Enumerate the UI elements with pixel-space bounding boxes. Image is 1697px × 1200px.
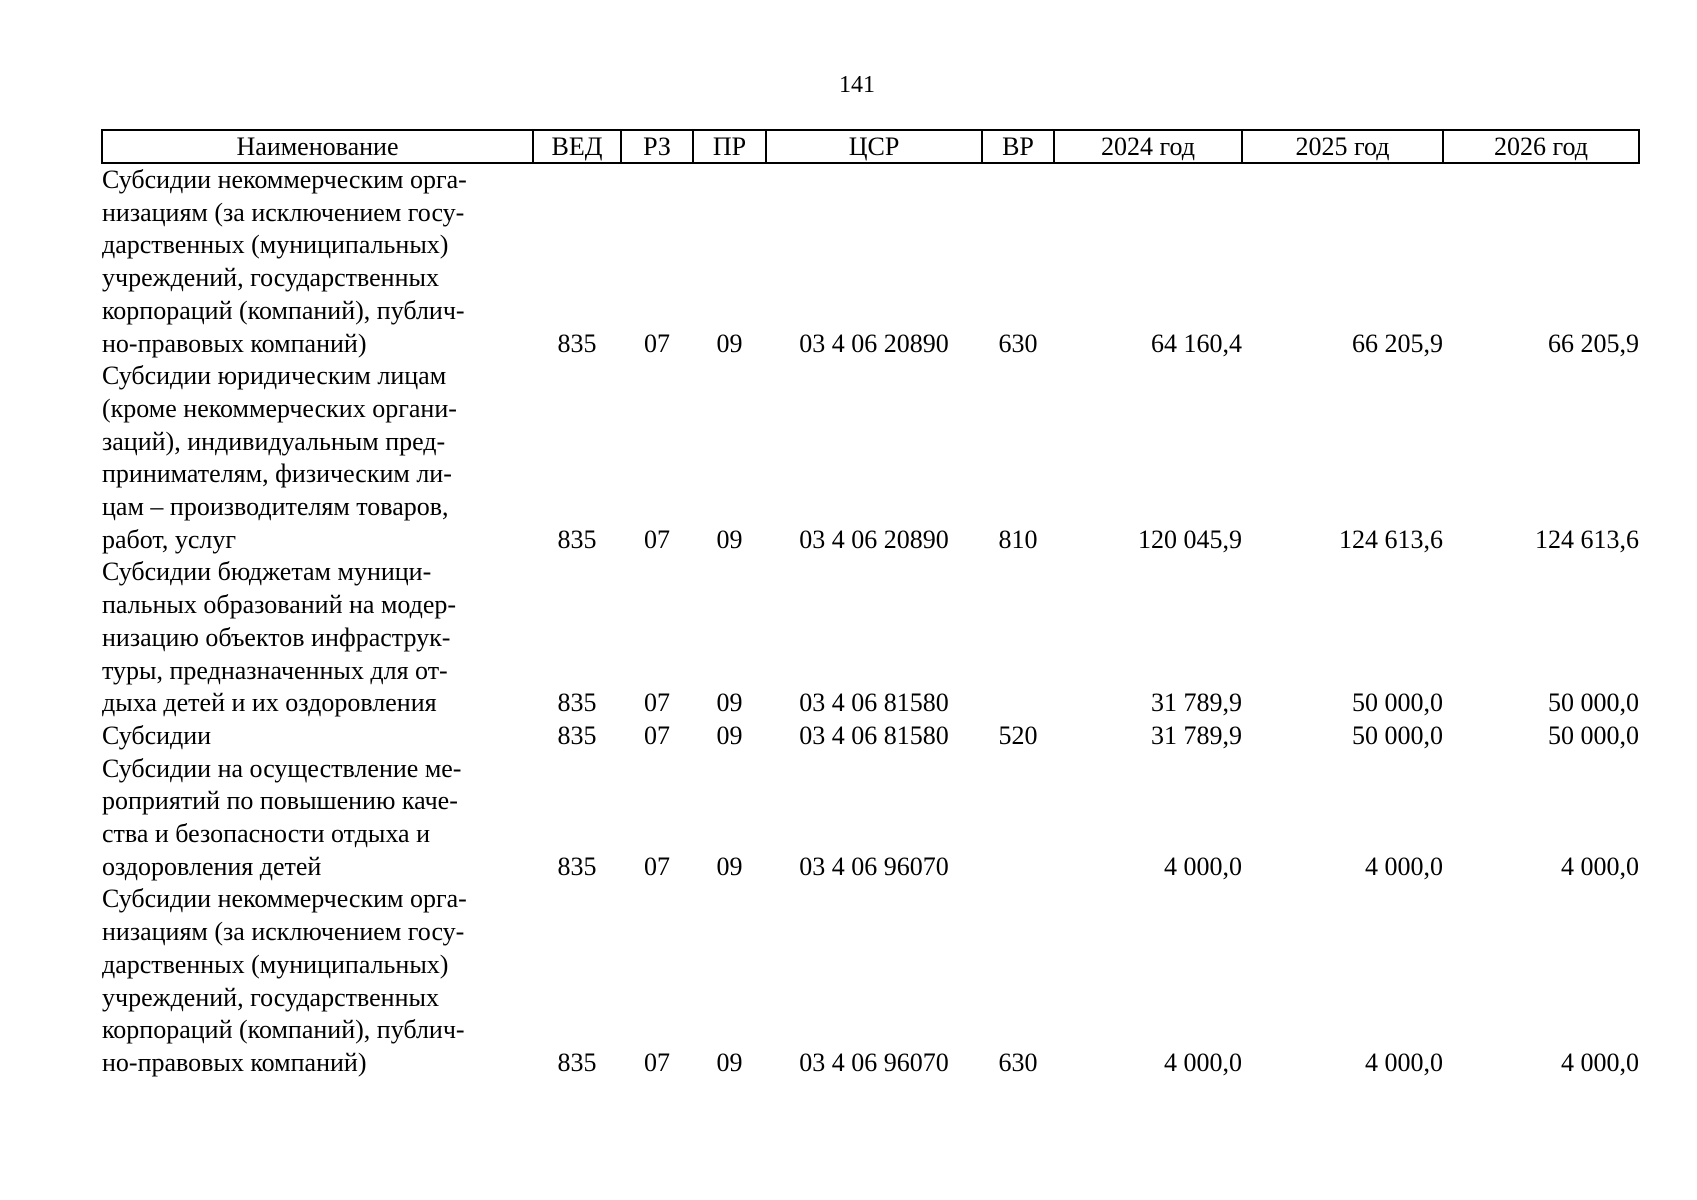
name-line: оздоровления детей xyxy=(102,851,322,881)
cell-ved: 835 xyxy=(557,1047,597,1077)
name-line: низациям (за исключением госу- xyxy=(102,197,465,227)
column-header-vr: ВР xyxy=(982,130,1054,163)
name-line: учреждений, государственных xyxy=(102,982,439,1012)
cell-2025: 66 205,9 xyxy=(1352,328,1443,358)
cell-vr xyxy=(982,556,1054,720)
name-line: низациям (за исключением госу- xyxy=(102,917,465,947)
table-row xyxy=(102,163,1639,360)
column-header-2025: 2025 год xyxy=(1242,130,1443,163)
name-line: низацию объектов инфраструк- xyxy=(102,622,451,652)
name-line: корпораций (компаний), публич- xyxy=(102,1015,465,1045)
cell-csr: 03 4 06 96070 xyxy=(799,1047,949,1077)
cell-2025: 4 000,0 xyxy=(1365,1047,1443,1077)
cell-pr: 09 xyxy=(716,851,743,881)
name-line: Субсидии на осуществление ме- xyxy=(102,753,462,783)
cell-vr: 630 xyxy=(998,1047,1038,1077)
budget-table xyxy=(101,129,1640,1080)
column-header-2024: 2024 год xyxy=(1054,130,1242,163)
cell-vr: 520 xyxy=(998,720,1038,750)
column-header-csr: ЦСР xyxy=(766,130,982,163)
cell-csr: 03 4 06 20890 xyxy=(799,524,949,554)
cell-2026: 50 000,0 xyxy=(1548,688,1639,718)
cell-csr: 03 4 06 81580 xyxy=(799,720,949,750)
cell-ved: 835 xyxy=(557,688,597,718)
name-line: работ, услуг xyxy=(102,524,237,554)
row-name xyxy=(102,720,533,753)
name-line: Субсидии некоммерческим орга- xyxy=(102,884,467,914)
cell-rz: 07 xyxy=(644,1047,670,1077)
column-header-ved: ВЕД xyxy=(533,130,621,163)
cell-rz: 07 xyxy=(644,688,670,718)
cell-2025: 4 000,0 xyxy=(1365,851,1443,881)
cell-vr xyxy=(982,753,1054,884)
cell-2024: 4 000,0 xyxy=(1164,851,1242,881)
name-line: принимателям, физическим ли- xyxy=(102,459,452,489)
cell-2024: 31 789,9 xyxy=(1151,720,1242,750)
row-name xyxy=(102,556,533,720)
name-line: корпораций (компаний), публич- xyxy=(102,295,465,325)
name-line: дарственных (муниципальных) xyxy=(102,949,449,979)
name-line: но-правовых компаний) xyxy=(102,328,367,358)
cell-csr: 03 4 06 20890 xyxy=(799,328,949,358)
table-row xyxy=(102,360,1639,556)
cell-2025: 50 000,0 xyxy=(1352,720,1443,750)
cell-pr: 09 xyxy=(716,328,743,358)
page-number: 141 xyxy=(839,72,875,98)
cell-pr: 09 xyxy=(716,1047,743,1077)
table-row xyxy=(102,753,1639,884)
cell-2024: 64 160,4 xyxy=(1151,328,1242,358)
cell-2025: 50 000,0 xyxy=(1352,688,1443,718)
cell-rz: 07 xyxy=(644,524,670,554)
name-line: дарственных (муниципальных) xyxy=(102,230,449,260)
name-line: пальных образований на модер- xyxy=(102,590,457,620)
column-header-name: Наименование xyxy=(102,130,533,163)
row-name xyxy=(102,360,533,556)
name-line: роприятий по повышению каче- xyxy=(102,786,458,816)
name-line: туры, предназначенных для от- xyxy=(102,655,448,685)
cell-2024: 4 000,0 xyxy=(1164,1047,1242,1077)
name-line: учреждений, государственных xyxy=(102,263,439,293)
column-header-rz: РЗ xyxy=(621,130,693,163)
cell-2026: 66 205,9 xyxy=(1548,328,1639,358)
cell-2026: 4 000,0 xyxy=(1561,1047,1639,1077)
name-line: дыха детей и их оздоровления xyxy=(102,688,437,718)
cell-rz: 07 xyxy=(644,328,670,358)
column-header-pr: ПР xyxy=(693,130,766,163)
cell-2026: 4 000,0 xyxy=(1561,851,1639,881)
cell-2026: 50 000,0 xyxy=(1548,720,1639,750)
cell-2024: 31 789,9 xyxy=(1151,688,1242,718)
cell-ved: 835 xyxy=(557,524,597,554)
column-header-2026: 2026 год xyxy=(1443,130,1639,163)
name-line: Субсидии xyxy=(102,720,212,750)
name-line: заций), индивидуальным пред- xyxy=(102,426,446,456)
cell-csr: 03 4 06 81580 xyxy=(799,688,949,718)
cell-pr: 09 xyxy=(716,688,743,718)
cell-2025: 124 613,6 xyxy=(1339,524,1443,554)
row-name xyxy=(102,753,533,884)
table-row xyxy=(102,883,1639,1079)
cell-ved: 835 xyxy=(557,328,597,358)
table-row xyxy=(102,556,1639,720)
name-line: Субсидии некоммерческим орга- xyxy=(102,165,467,194)
cell-csr: 03 4 06 96070 xyxy=(799,851,949,881)
name-line: ства и безопасности отдыха и xyxy=(102,819,431,849)
cell-2024: 120 045,9 xyxy=(1138,524,1242,554)
table-header-row xyxy=(102,130,1639,163)
cell-rz: 07 xyxy=(644,720,670,750)
cell-ved: 835 xyxy=(557,720,597,750)
row-name xyxy=(102,163,533,360)
cell-vr: 810 xyxy=(998,524,1038,554)
cell-pr: 09 xyxy=(716,720,743,750)
cell-rz: 07 xyxy=(644,851,670,881)
cell-2026: 124 613,6 xyxy=(1535,524,1639,554)
name-line: Субсидии юридическим лицам xyxy=(102,361,447,391)
row-name xyxy=(102,883,533,1079)
table-row xyxy=(102,720,1639,753)
name-line: (кроме некоммерческих органи- xyxy=(102,393,457,423)
cell-ved: 835 xyxy=(557,851,597,881)
name-line: цам – производителям товаров, xyxy=(102,492,449,522)
cell-vr: 630 xyxy=(998,328,1038,358)
name-line: но-правовых компаний) xyxy=(102,1047,367,1077)
name-line: Субсидии бюджетам муници- xyxy=(102,557,432,587)
cell-pr: 09 xyxy=(716,524,743,554)
